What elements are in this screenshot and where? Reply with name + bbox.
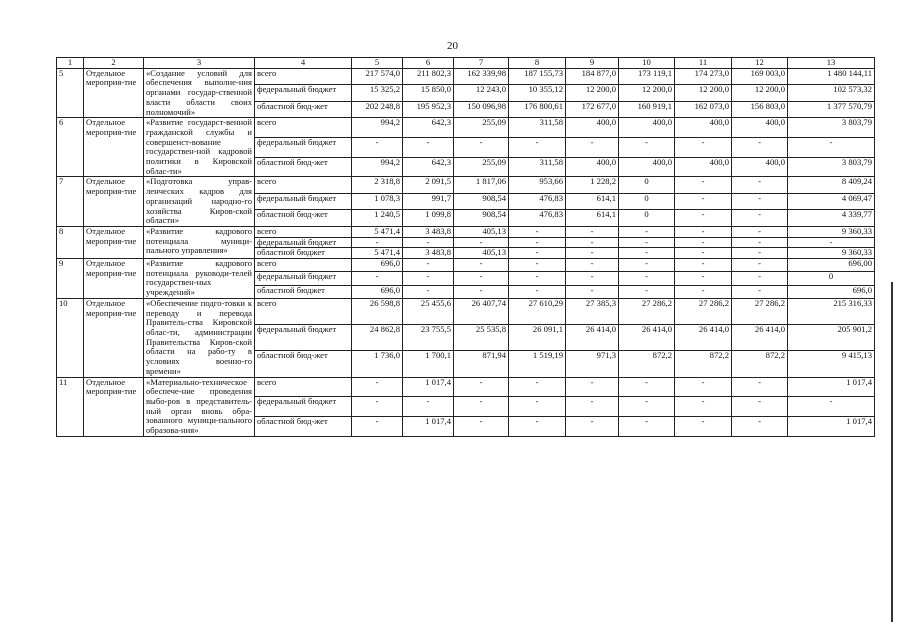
amount-cell: 0 <box>788 272 875 285</box>
amount-cell: 162 339,98 <box>454 68 509 85</box>
amount-cell: 476,83 <box>509 210 566 227</box>
amount-cell: - <box>675 248 732 259</box>
amount-cell: 202 248,8 <box>352 101 403 118</box>
amount-cell: 0 <box>619 210 675 227</box>
amount-cell: 27 385,3 <box>566 298 619 324</box>
amount-cell: 184 877,0 <box>566 68 619 85</box>
amount-cell: 1 700,1 <box>403 351 454 377</box>
amount-cell: 1 228,2 <box>566 177 619 194</box>
measure-number: 8 <box>57 226 84 258</box>
amount-cell: - <box>732 177 788 194</box>
column-number: 9 <box>566 58 619 69</box>
amount-cell: 162 073,0 <box>675 101 732 118</box>
measure-name: «Развитие кадрового потенциала руководи-телей государствен-ных учреждений» <box>144 259 255 299</box>
amount-cell: - <box>788 137 875 157</box>
amount-cell: 150 096,98 <box>454 101 509 118</box>
amount-cell: - <box>675 397 732 417</box>
amount-cell: - <box>454 259 509 272</box>
funding-source: федеральный бюджет <box>255 397 352 417</box>
table-row <box>57 68 875 85</box>
table-body <box>57 58 875 437</box>
amount-cell: 25 535,8 <box>454 325 509 351</box>
amount-cell: 174 273,0 <box>675 68 732 85</box>
amount-cell: - <box>403 285 454 298</box>
measure-name: «Развитие государст-венной гражданской службы и совершенст-вование государствен-ной кадровой политики в Кировской облас-ти» <box>144 118 255 177</box>
amount-cell: 908,54 <box>454 210 509 227</box>
amount-cell: 26 091,1 <box>509 325 566 351</box>
funding-source: областной бюджет <box>255 285 352 298</box>
amount-cell: - <box>454 397 509 417</box>
amount-cell: 614,1 <box>566 193 619 210</box>
column-number: 4 <box>255 58 352 69</box>
amount-cell: 0 <box>619 177 675 194</box>
amount-cell: - <box>566 285 619 298</box>
amount-cell: 476,83 <box>509 193 566 210</box>
amount-cell: - <box>352 137 403 157</box>
amount-cell: - <box>566 237 619 248</box>
measure-type: Отдельное мероприя-тие <box>84 177 144 227</box>
amount-cell: 169 003,0 <box>732 68 788 85</box>
amount-cell: 696,0 <box>352 259 403 272</box>
funding-source: федеральный бюджет <box>255 193 352 210</box>
measure-number: 10 <box>57 298 84 377</box>
amount-cell: - <box>454 377 509 397</box>
amount-cell: - <box>619 248 675 259</box>
table-row <box>57 118 875 138</box>
funding-source: всего <box>255 177 352 194</box>
amount-cell: 27 286,2 <box>675 298 732 324</box>
funding-source: федеральный бюджет <box>255 137 352 157</box>
amount-cell: - <box>403 397 454 417</box>
amount-cell: 1 817,06 <box>454 177 509 194</box>
amount-cell: 400,0 <box>619 118 675 138</box>
amount-cell: - <box>732 193 788 210</box>
amount-cell: - <box>675 226 732 237</box>
funding-source: областной бюд-жет <box>255 416 352 436</box>
funding-source: областной бюд-жет <box>255 351 352 377</box>
amount-cell: - <box>566 259 619 272</box>
funding-source: всего <box>255 118 352 138</box>
funding-source: всего <box>255 259 352 272</box>
amount-cell: - <box>403 137 454 157</box>
funding-source: федеральный бюджет <box>255 237 352 248</box>
measure-number: 9 <box>57 259 84 299</box>
amount-cell: 3 483,8 <box>403 226 454 237</box>
amount-cell: 195 952,3 <box>403 101 454 118</box>
amount-cell: 2 318,8 <box>352 177 403 194</box>
amount-cell: - <box>675 416 732 436</box>
amount-cell: - <box>566 416 619 436</box>
amount-cell: 25 455,6 <box>403 298 454 324</box>
amount-cell: 27 610,29 <box>509 298 566 324</box>
column-number: 3 <box>144 58 255 69</box>
amount-cell: - <box>732 285 788 298</box>
amount-cell: 160 919,1 <box>619 101 675 118</box>
amount-cell: 8 409,24 <box>788 177 875 194</box>
funding-source: федеральный бюджет <box>255 85 352 102</box>
amount-cell: 173 119,1 <box>619 68 675 85</box>
column-number: 1 <box>57 58 84 69</box>
amount-cell: 4 339,77 <box>788 210 875 227</box>
amount-cell: - <box>619 237 675 248</box>
column-number: 11 <box>675 58 732 69</box>
amount-cell: - <box>619 226 675 237</box>
amount-cell: - <box>509 416 566 436</box>
amount-cell: - <box>732 259 788 272</box>
amount-cell: 9 415,13 <box>788 351 875 377</box>
column-number: 10 <box>619 58 675 69</box>
amount-cell: - <box>732 237 788 248</box>
amount-cell: - <box>619 285 675 298</box>
amount-cell: 27 286,2 <box>732 298 788 324</box>
amount-cell: - <box>675 137 732 157</box>
amount-cell: 215 316,33 <box>788 298 875 324</box>
amount-cell: - <box>619 259 675 272</box>
amount-cell: - <box>566 226 619 237</box>
amount-cell: 12 200,0 <box>619 85 675 102</box>
amount-cell: 872,2 <box>619 351 675 377</box>
amount-cell: 971,3 <box>566 351 619 377</box>
amount-cell: 642,3 <box>403 157 454 177</box>
amount-cell: - <box>403 259 454 272</box>
amount-cell: 1 099,8 <box>403 210 454 227</box>
amount-cell: 9 360,33 <box>788 226 875 237</box>
amount-cell: - <box>352 377 403 397</box>
amount-cell: - <box>509 272 566 285</box>
amount-cell: 1 480 144,11 <box>788 68 875 85</box>
amount-cell: - <box>619 416 675 436</box>
amount-cell: 26 414,0 <box>732 325 788 351</box>
amount-cell: - <box>675 177 732 194</box>
funding-source: областной бюджет <box>255 248 352 259</box>
amount-cell: - <box>675 272 732 285</box>
funding-source: областной бюд-жет <box>255 157 352 177</box>
amount-cell: 15 850,0 <box>403 85 454 102</box>
measure-name: «Материально-техническое обеспече-ние проведения выбо-ров в представитель-ный орган вновь обра-зованного муници-пального образова-ния» <box>144 377 255 436</box>
amount-cell: 405,13 <box>454 226 509 237</box>
measure-name: «Подготовка управ-ленческих кадров для организаций народно-го хозяйства Киров-ской области» <box>144 177 255 227</box>
amount-cell: 400,0 <box>675 157 732 177</box>
amount-cell: - <box>732 416 788 436</box>
amount-cell: 187 155,73 <box>509 68 566 85</box>
funding-source: областной бюд-жет <box>255 210 352 227</box>
measure-name: «Обеспечение подго-товки к переводу и перевода Правитель-ства Кировской облас-ти, администрации Правительства Киров-ской области на рабо-ту в условиях военно-го времени» <box>144 298 255 377</box>
amount-cell: - <box>732 397 788 417</box>
amount-cell: - <box>509 137 566 157</box>
amount-cell: - <box>675 193 732 210</box>
amount-cell: 26 414,0 <box>566 325 619 351</box>
amount-cell: 12 243,0 <box>454 85 509 102</box>
amount-cell: 3 803,79 <box>788 118 875 138</box>
funding-source: всего <box>255 68 352 85</box>
amount-cell: - <box>675 377 732 397</box>
amount-cell: 255,09 <box>454 157 509 177</box>
measure-number: 7 <box>57 177 84 227</box>
amount-cell: - <box>509 226 566 237</box>
amount-cell: 311,58 <box>509 157 566 177</box>
budget-table <box>56 57 875 437</box>
amount-cell: - <box>788 237 875 248</box>
funding-source: федеральный бюджет <box>255 272 352 285</box>
amount-cell: - <box>454 137 509 157</box>
amount-cell: 26 407,74 <box>454 298 509 324</box>
amount-cell: - <box>619 397 675 417</box>
amount-cell: 26 598,8 <box>352 298 403 324</box>
funding-source: всего <box>255 377 352 397</box>
amount-cell: 994,2 <box>352 118 403 138</box>
amount-cell: 27 286,2 <box>619 298 675 324</box>
funding-source: всего <box>255 298 352 324</box>
amount-cell: 311,58 <box>509 118 566 138</box>
table-row <box>57 226 875 237</box>
amount-cell: 1 017,4 <box>403 377 454 397</box>
measure-number: 6 <box>57 118 84 177</box>
amount-cell: 696,00 <box>788 259 875 272</box>
amount-cell: 696,0 <box>352 285 403 298</box>
amount-cell: - <box>619 137 675 157</box>
amount-cell: - <box>352 416 403 436</box>
amount-cell: - <box>675 237 732 248</box>
amount-cell: 156 803,0 <box>732 101 788 118</box>
amount-cell: - <box>454 237 509 248</box>
funding-source: всего <box>255 226 352 237</box>
amount-cell: - <box>454 272 509 285</box>
amount-cell: 211 802,3 <box>403 68 454 85</box>
amount-cell: - <box>509 248 566 259</box>
measure-name: «Развитие кадрового потенциала муници-пального управления» <box>144 226 255 258</box>
amount-cell: - <box>352 397 403 417</box>
amount-cell: - <box>509 397 566 417</box>
amount-cell: - <box>566 397 619 417</box>
amount-cell: 400,0 <box>732 118 788 138</box>
amount-cell: 23 755,5 <box>403 325 454 351</box>
amount-cell: 953,66 <box>509 177 566 194</box>
amount-cell: 872,2 <box>732 351 788 377</box>
amount-cell: 5 471,4 <box>352 226 403 237</box>
amount-cell: 26 414,0 <box>675 325 732 351</box>
amount-cell: - <box>509 259 566 272</box>
column-number: 5 <box>352 58 403 69</box>
amount-cell: 1 736,0 <box>352 351 403 377</box>
amount-cell: 217 574,0 <box>352 68 403 85</box>
amount-cell: - <box>566 272 619 285</box>
amount-cell: 908,54 <box>454 193 509 210</box>
amount-cell: 1 519,19 <box>509 351 566 377</box>
amount-cell: - <box>732 137 788 157</box>
amount-cell: - <box>509 237 566 248</box>
amount-cell: 3 803,79 <box>788 157 875 177</box>
amount-cell: - <box>509 285 566 298</box>
amount-cell: 871,94 <box>454 351 509 377</box>
amount-cell: 872,2 <box>675 351 732 377</box>
amount-cell: 994,2 <box>352 157 403 177</box>
amount-cell: 696,0 <box>788 285 875 298</box>
amount-cell: - <box>732 226 788 237</box>
measure-type: Отдельное мероприя-тие <box>84 118 144 177</box>
amount-cell: 400,0 <box>619 157 675 177</box>
funding-source: федеральный бюджет <box>255 325 352 351</box>
amount-cell: 0 <box>619 193 675 210</box>
amount-cell: - <box>352 272 403 285</box>
amount-cell: 172 677,0 <box>566 101 619 118</box>
amount-cell: - <box>352 237 403 248</box>
amount-cell: 205 901,2 <box>788 325 875 351</box>
amount-cell: 642,3 <box>403 118 454 138</box>
measure-type: Отдельное мероприя-тие <box>84 68 144 118</box>
amount-cell: - <box>454 416 509 436</box>
column-number: 7 <box>454 58 509 69</box>
amount-cell: 2 091,5 <box>403 177 454 194</box>
measure-type: Отдельное мероприя-тие <box>84 259 144 299</box>
amount-cell: 400,0 <box>675 118 732 138</box>
amount-cell: 1 017,4 <box>788 416 875 436</box>
amount-cell: 15 325,2 <box>352 85 403 102</box>
measure-name: «Создание условий для обеспечения выполне-ния органами государ-ственной власти области своих полномочий» <box>144 68 255 118</box>
amount-cell: 1 017,4 <box>788 377 875 397</box>
amount-cell: - <box>566 137 619 157</box>
measure-type: Отдельное мероприя-тие <box>84 226 144 258</box>
amount-cell: 400,0 <box>566 118 619 138</box>
amount-cell: - <box>566 377 619 397</box>
amount-cell: 4 069,47 <box>788 193 875 210</box>
funding-source: областной бюд-жет <box>255 101 352 118</box>
amount-cell: 24 862,8 <box>352 325 403 351</box>
column-number: 6 <box>403 58 454 69</box>
amount-cell: - <box>619 377 675 397</box>
header-row <box>57 58 875 69</box>
measure-number: 11 <box>57 377 84 436</box>
amount-cell: - <box>454 285 509 298</box>
amount-cell: - <box>732 377 788 397</box>
amount-cell: - <box>732 272 788 285</box>
amount-cell: 405,13 <box>454 248 509 259</box>
amount-cell: 12 200,0 <box>566 85 619 102</box>
amount-cell: - <box>619 272 675 285</box>
amount-cell: 102 573,32 <box>788 85 875 102</box>
amount-cell: 1 017,4 <box>403 416 454 436</box>
column-number: 2 <box>84 58 144 69</box>
amount-cell: - <box>675 259 732 272</box>
amount-cell: 400,0 <box>732 157 788 177</box>
amount-cell: 1 240,5 <box>352 210 403 227</box>
table-row <box>57 177 875 194</box>
amount-cell: 9 360,33 <box>788 248 875 259</box>
column-number: 8 <box>509 58 566 69</box>
measure-type: Отдельное мероприя-тие <box>84 298 144 377</box>
amount-cell: 5 471,4 <box>352 248 403 259</box>
column-number: 13 <box>788 58 875 69</box>
amount-cell: 991,7 <box>403 193 454 210</box>
amount-cell: 12 200,0 <box>732 85 788 102</box>
amount-cell: 10 355,12 <box>509 85 566 102</box>
page-edge-line <box>891 282 893 622</box>
amount-cell: 1 377 570,79 <box>788 101 875 118</box>
amount-cell: 176 800,61 <box>509 101 566 118</box>
amount-cell: - <box>675 210 732 227</box>
amount-cell: - <box>732 210 788 227</box>
amount-cell: 12 200,0 <box>675 85 732 102</box>
amount-cell: - <box>675 285 732 298</box>
amount-cell: 26 414,0 <box>619 325 675 351</box>
column-number: 12 <box>732 58 788 69</box>
amount-cell: 400,0 <box>566 157 619 177</box>
amount-cell: - <box>403 272 454 285</box>
amount-cell: - <box>403 237 454 248</box>
measure-type: Отдельное мероприя-тие <box>84 377 144 436</box>
table-row <box>57 377 875 397</box>
table-row <box>57 259 875 272</box>
amount-cell: 255,09 <box>454 118 509 138</box>
amount-cell: - <box>732 248 788 259</box>
table-row <box>57 298 875 324</box>
amount-cell: - <box>566 248 619 259</box>
amount-cell: - <box>788 397 875 417</box>
amount-cell: - <box>509 377 566 397</box>
amount-cell: 614,1 <box>566 210 619 227</box>
page-number: 20 <box>447 40 458 52</box>
amount-cell: 3 483,8 <box>403 248 454 259</box>
amount-cell: 1 078,3 <box>352 193 403 210</box>
measure-number: 5 <box>57 68 84 118</box>
